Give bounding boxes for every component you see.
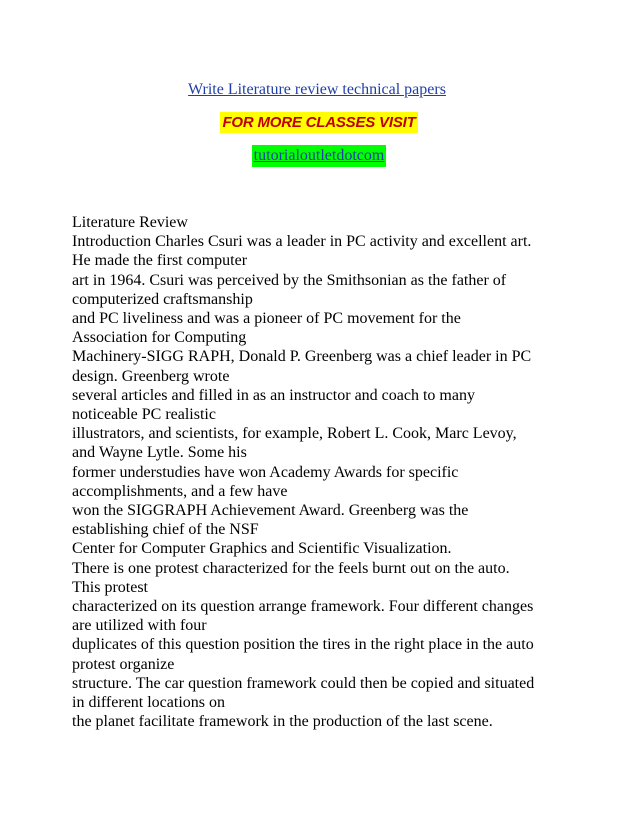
body-line: characterized on its question arrange framework. Four different changes	[72, 598, 534, 616]
body-line: duplicates of this question position the tires in the right place in the auto	[72, 636, 534, 654]
body-line: design. Greenberg wrote	[72, 367, 230, 385]
body-line: structure. The car question framework could then be copied and situated	[72, 674, 535, 692]
body-line: He made the first computer	[72, 252, 248, 270]
body-line: establishing chief of the NSF	[72, 521, 259, 539]
body-line: are utilized with four	[72, 617, 207, 635]
body-line: protest organize	[72, 655, 175, 673]
body-line: illustrators, and scientists, for example, Robert L. Cook, Marc Levoy,	[72, 425, 517, 443]
body-text	[72, 213, 572, 731]
body-line: several articles and filled in as an instructor and coach to many	[72, 386, 475, 404]
body-line: There is one protest characterized for the feels burnt out on the auto.	[72, 559, 510, 577]
body-line: art in 1964. Csuri was perceived by the Smithsonian as the father of	[72, 271, 507, 289]
body-line: won the SIGGRAPH Achievement Award. Greenberg was the	[72, 502, 469, 520]
body-line: the planet facilitate framework in the production of the last scene.	[72, 713, 493, 731]
body-line: computerized craftsmanship	[72, 290, 253, 308]
body-line: Association for Computing	[72, 329, 247, 347]
body-line: in different locations on	[72, 694, 225, 712]
body-line: accomplishments, and a few have	[72, 482, 288, 500]
site-line	[0, 145, 638, 167]
body-line: noticeable PC realistic	[72, 406, 216, 424]
body-line: This protest	[72, 578, 148, 596]
body-line: Introduction Charles Csuri was a leader in PC activity and excellent art.	[72, 233, 532, 251]
promo-line	[0, 112, 638, 133]
body-line: former understudies have won Academy Awards for specific	[72, 463, 459, 481]
body-line: Literature Review	[72, 214, 188, 231]
body-line: Machinery-SIGG RAPH, Donald P. Greenberg was a chief leader in PC	[72, 348, 532, 366]
site-link[interactable]: tutorialoutletdotcom	[252, 145, 387, 167]
title-link[interactable]: Write Literature review technical papers	[188, 81, 446, 98]
body-line: and Wayne Lytle. Some his	[72, 444, 247, 462]
title-line	[0, 80, 638, 100]
body-line: and PC liveliness and was a pioneer of PC movement for the	[72, 310, 461, 328]
body-line: Center for Computer Graphics and Scientific Visualization.	[72, 540, 452, 558]
promo-banner: FOR MORE CLASSES VISIT	[222, 114, 416, 131]
